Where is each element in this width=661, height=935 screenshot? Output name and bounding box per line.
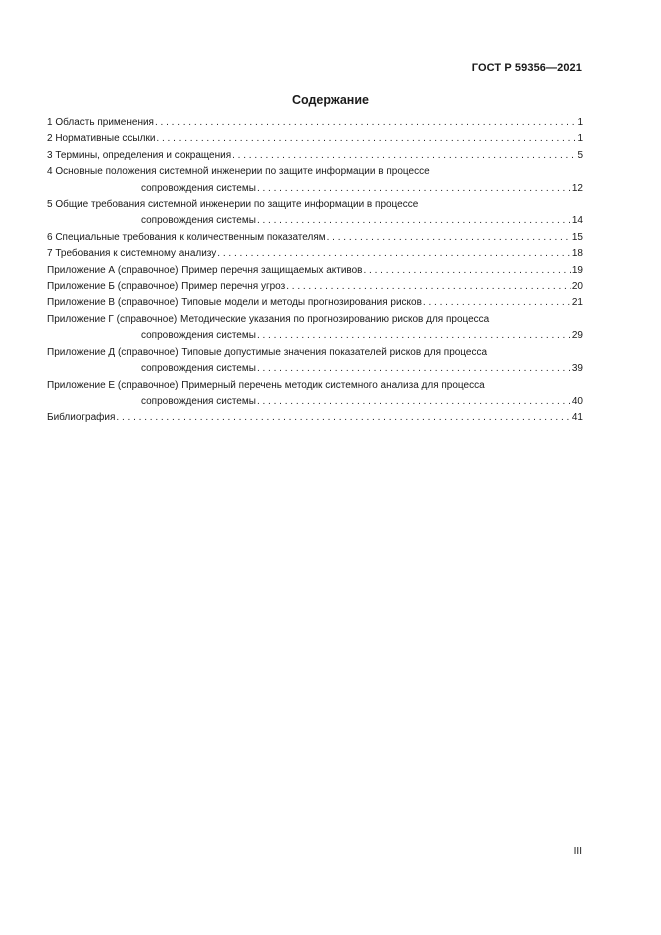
toc-entry-page: 21 <box>571 297 583 309</box>
toc-entry-text: Приложение В (справочное) Типовые модели и методы прогнозирования рисков <box>47 297 422 309</box>
toc-entry-line <box>47 394 583 410</box>
toc-entry-page: 40 <box>571 395 583 407</box>
toc-entry-text: сопровождения системы <box>141 215 256 227</box>
toc-entry-line <box>47 279 583 295</box>
toc-entry[interactable] <box>47 115 583 131</box>
toc-entry-line <box>47 312 583 328</box>
toc-leader-dots <box>217 246 571 262</box>
toc-leader-dots <box>156 131 576 147</box>
toc-leader-dots <box>423 295 571 311</box>
toc-entry-text: Приложение Б (справочное) Пример перечня угроз <box>47 281 286 293</box>
toc-entry-line <box>47 197 583 213</box>
toc-leader-dots <box>257 328 571 344</box>
toc-entry-page: 18 <box>571 248 583 260</box>
toc-entry-line <box>47 148 583 164</box>
toc-leader-dots <box>116 410 570 426</box>
toc-entry[interactable] <box>47 230 583 246</box>
toc-entry-text: 5 Общие требования системной инженерии по защите информации в процессе <box>47 199 419 211</box>
toc-entry-line <box>47 246 583 262</box>
toc-entry-line <box>47 361 583 377</box>
toc-entry[interactable] <box>47 246 583 262</box>
toc-entry-page: 29 <box>571 330 583 342</box>
toc-entry-text: Приложение Е (справочное) Примерный перечень методик системного анализа для процесса <box>47 379 485 391</box>
toc-entry-page: 19 <box>571 264 583 276</box>
toc-entry-line <box>47 181 583 197</box>
toc-entry-text: сопровождения системы <box>141 395 256 407</box>
toc-entry-page: 14 <box>571 215 583 227</box>
toc-entry-page: 39 <box>571 363 583 375</box>
toc-entry[interactable] <box>47 378 583 411</box>
toc-entry-page: 20 <box>571 281 583 293</box>
document-code: ГОСТ Р 59356—2021 <box>471 62 582 74</box>
toc-entry-text: 7 Требования к системному анализу <box>47 248 217 260</box>
toc-entry-line <box>47 131 583 147</box>
toc-leader-dots <box>155 115 576 131</box>
toc-entry-line <box>47 295 583 311</box>
toc-leader-dots <box>257 181 571 197</box>
toc-entry-page: 15 <box>571 231 583 243</box>
toc-entry-text: сопровождения системы <box>141 363 256 375</box>
toc-entry-line <box>47 213 583 229</box>
toc-entry[interactable] <box>47 312 583 345</box>
toc-entry-text: Библиография <box>47 412 116 424</box>
toc-entry[interactable] <box>47 197 583 230</box>
table-of-contents <box>47 115 583 427</box>
toc-entry-line <box>47 230 583 246</box>
toc-entry[interactable] <box>47 410 583 426</box>
toc-entry-line <box>47 345 583 361</box>
toc-entry[interactable] <box>47 148 583 164</box>
toc-leader-dots <box>257 394 571 410</box>
toc-entry-text: 3 Термины, определения и сокращения <box>47 149 232 161</box>
toc-entry-line <box>47 164 583 180</box>
toc-entry-page: 1 <box>577 117 583 128</box>
toc-entry-text: Приложение Г (справочное) Методические указания по прогнозированию рисков для процесса <box>47 313 490 325</box>
toc-entry-line <box>47 263 583 279</box>
page-number: III <box>573 846 582 857</box>
toc-entry-text: сопровождения системы <box>141 182 256 194</box>
toc-leader-dots <box>286 279 571 295</box>
toc-entry[interactable] <box>47 164 583 197</box>
toc-entry-text: 1 Область применения <box>47 117 154 128</box>
toc-entry-text: 2 Нормативные ссылки <box>47 133 156 145</box>
toc-entry-text: 4 Основные положения системной инженерии по защите информации в процессе <box>47 166 430 178</box>
toc-leader-dots <box>257 361 571 377</box>
toc-entry-page: 41 <box>571 412 583 424</box>
toc-entry[interactable] <box>47 295 583 311</box>
toc-entry-text: Приложение А (справочное) Пример перечня защищаемых активов <box>47 264 363 276</box>
toc-leader-dots <box>232 148 576 164</box>
toc-entry-text: Приложение Д (справочное) Типовые допустимые значения показателей рисков для процесса <box>47 346 488 358</box>
toc-entry-line <box>47 328 583 344</box>
toc-entry-line <box>47 410 583 426</box>
toc-entry[interactable] <box>47 263 583 279</box>
toc-entry[interactable] <box>47 279 583 295</box>
toc-entry-page: 5 <box>577 149 583 161</box>
toc-leader-dots <box>327 230 571 246</box>
toc-entry-line <box>47 115 583 131</box>
toc-leader-dots <box>257 213 571 229</box>
toc-leader-dots <box>364 263 571 279</box>
toc-entry-page: 1 <box>577 133 583 145</box>
toc-entry-line <box>47 378 583 394</box>
toc-title: Содержание <box>291 93 369 107</box>
toc-entry[interactable] <box>47 345 583 378</box>
toc-entry-text: сопровождения системы <box>141 330 256 342</box>
toc-entry[interactable] <box>47 131 583 147</box>
toc-entry-page: 12 <box>571 182 583 194</box>
toc-entry-text: 6 Специальные требования к количественным показателям <box>47 231 326 243</box>
